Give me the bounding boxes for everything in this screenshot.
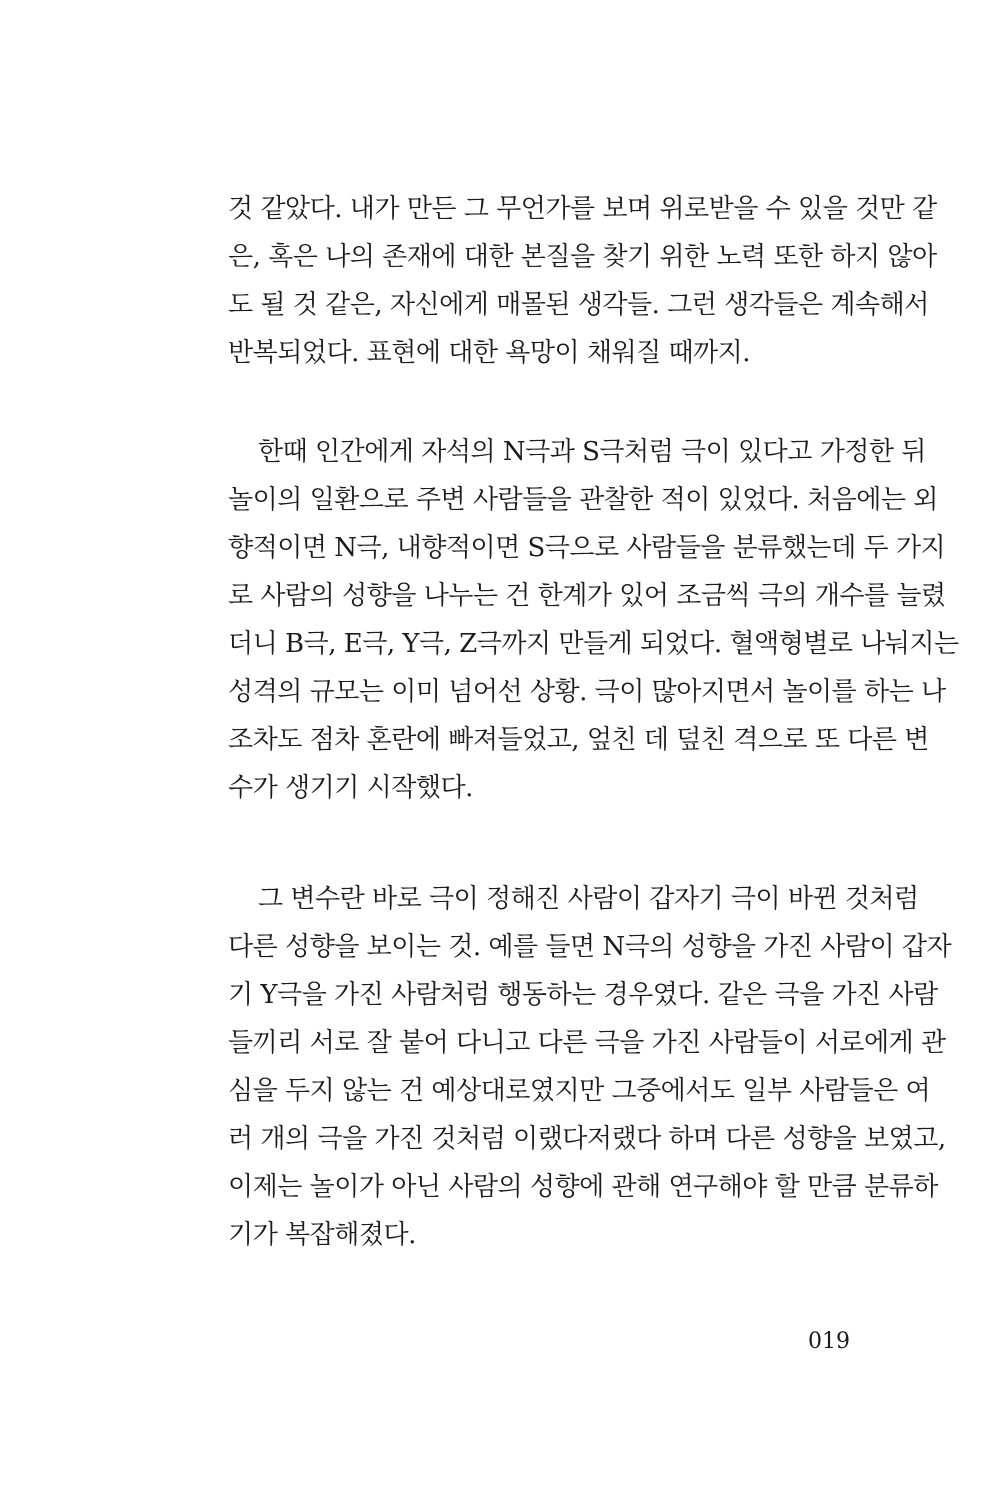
- text-line: 러 개의 극을 가진 것처럼 이랬다저랬다 하며 다른 성향을 보였고,: [228, 1124, 946, 1154]
- text-line: 것 같았다. 내가 만든 그 무언가를 보며 위로받을 수 있을 것만 같: [228, 194, 937, 224]
- text-line: 도 될 것 같은, 자신에게 매몰된 생각들. 그런 생각들은 계속해서: [228, 290, 929, 320]
- text-line: 수가 생기기 시작했다.: [228, 773, 473, 803]
- text-line: 기 Y극을 가진 사람처럼 행동하는 경우였다. 같은 극을 가진 사람: [228, 980, 938, 1010]
- text-line: 더니 B극, E극, Y극, Z극까지 만들게 되었다. 혈액형별로 나눠지는: [228, 629, 959, 659]
- page-number: 019: [808, 1329, 850, 1354]
- text-line: 은, 혹은 나의 존재에 대한 본질을 찾기 위한 노력 또한 하지 않아: [228, 242, 937, 272]
- text-line: 그 변수란 바로 극이 정해진 사람이 갑자기 극이 바뀐 것처럼: [258, 884, 919, 914]
- text-line: 조차도 점차 혼란에 빠져들었고, 엎친 데 덮친 격으로 또 다른 변: [228, 725, 929, 755]
- text-line: 들끼리 서로 잘 붙어 다니고 다른 극을 가진 사람들이 서로에게 관: [228, 1028, 946, 1058]
- text-line: 이제는 놀이가 아닌 사람의 성향에 관해 연구해야 할 만큼 분류하: [228, 1172, 938, 1202]
- text-line: 기가 복잡해졌다.: [228, 1220, 416, 1250]
- text-line: 놀이의 일환으로 주변 사람들을 관찰한 적이 있었다. 처음에는 외: [228, 485, 938, 515]
- text-line: 반복되었다. 표현에 대한 욕망이 채워질 때까지.: [228, 338, 751, 368]
- text-line: 성격의 규모는 이미 넘어선 상황. 극이 많아지면서 놀이를 하는 나: [228, 677, 946, 707]
- text-line: 다른 성향을 보이는 것. 예를 들면 N극의 성향을 가진 사람이 갑자: [228, 932, 952, 962]
- text-line: 향적이면 N극, 내향적이면 S극으로 사람들을 분류했는데 두 가지: [228, 533, 946, 563]
- text-line: 심을 두지 않는 건 예상대로였지만 그중에서도 일부 사람들은 여: [228, 1076, 931, 1106]
- text-line: 로 사람의 성향을 나누는 건 한계가 있어 조금씩 극의 개수를 늘렸: [228, 581, 946, 611]
- text-line: 한때 인간에게 자석의 N극과 S극처럼 극이 있다고 가정한 뒤: [258, 437, 926, 467]
